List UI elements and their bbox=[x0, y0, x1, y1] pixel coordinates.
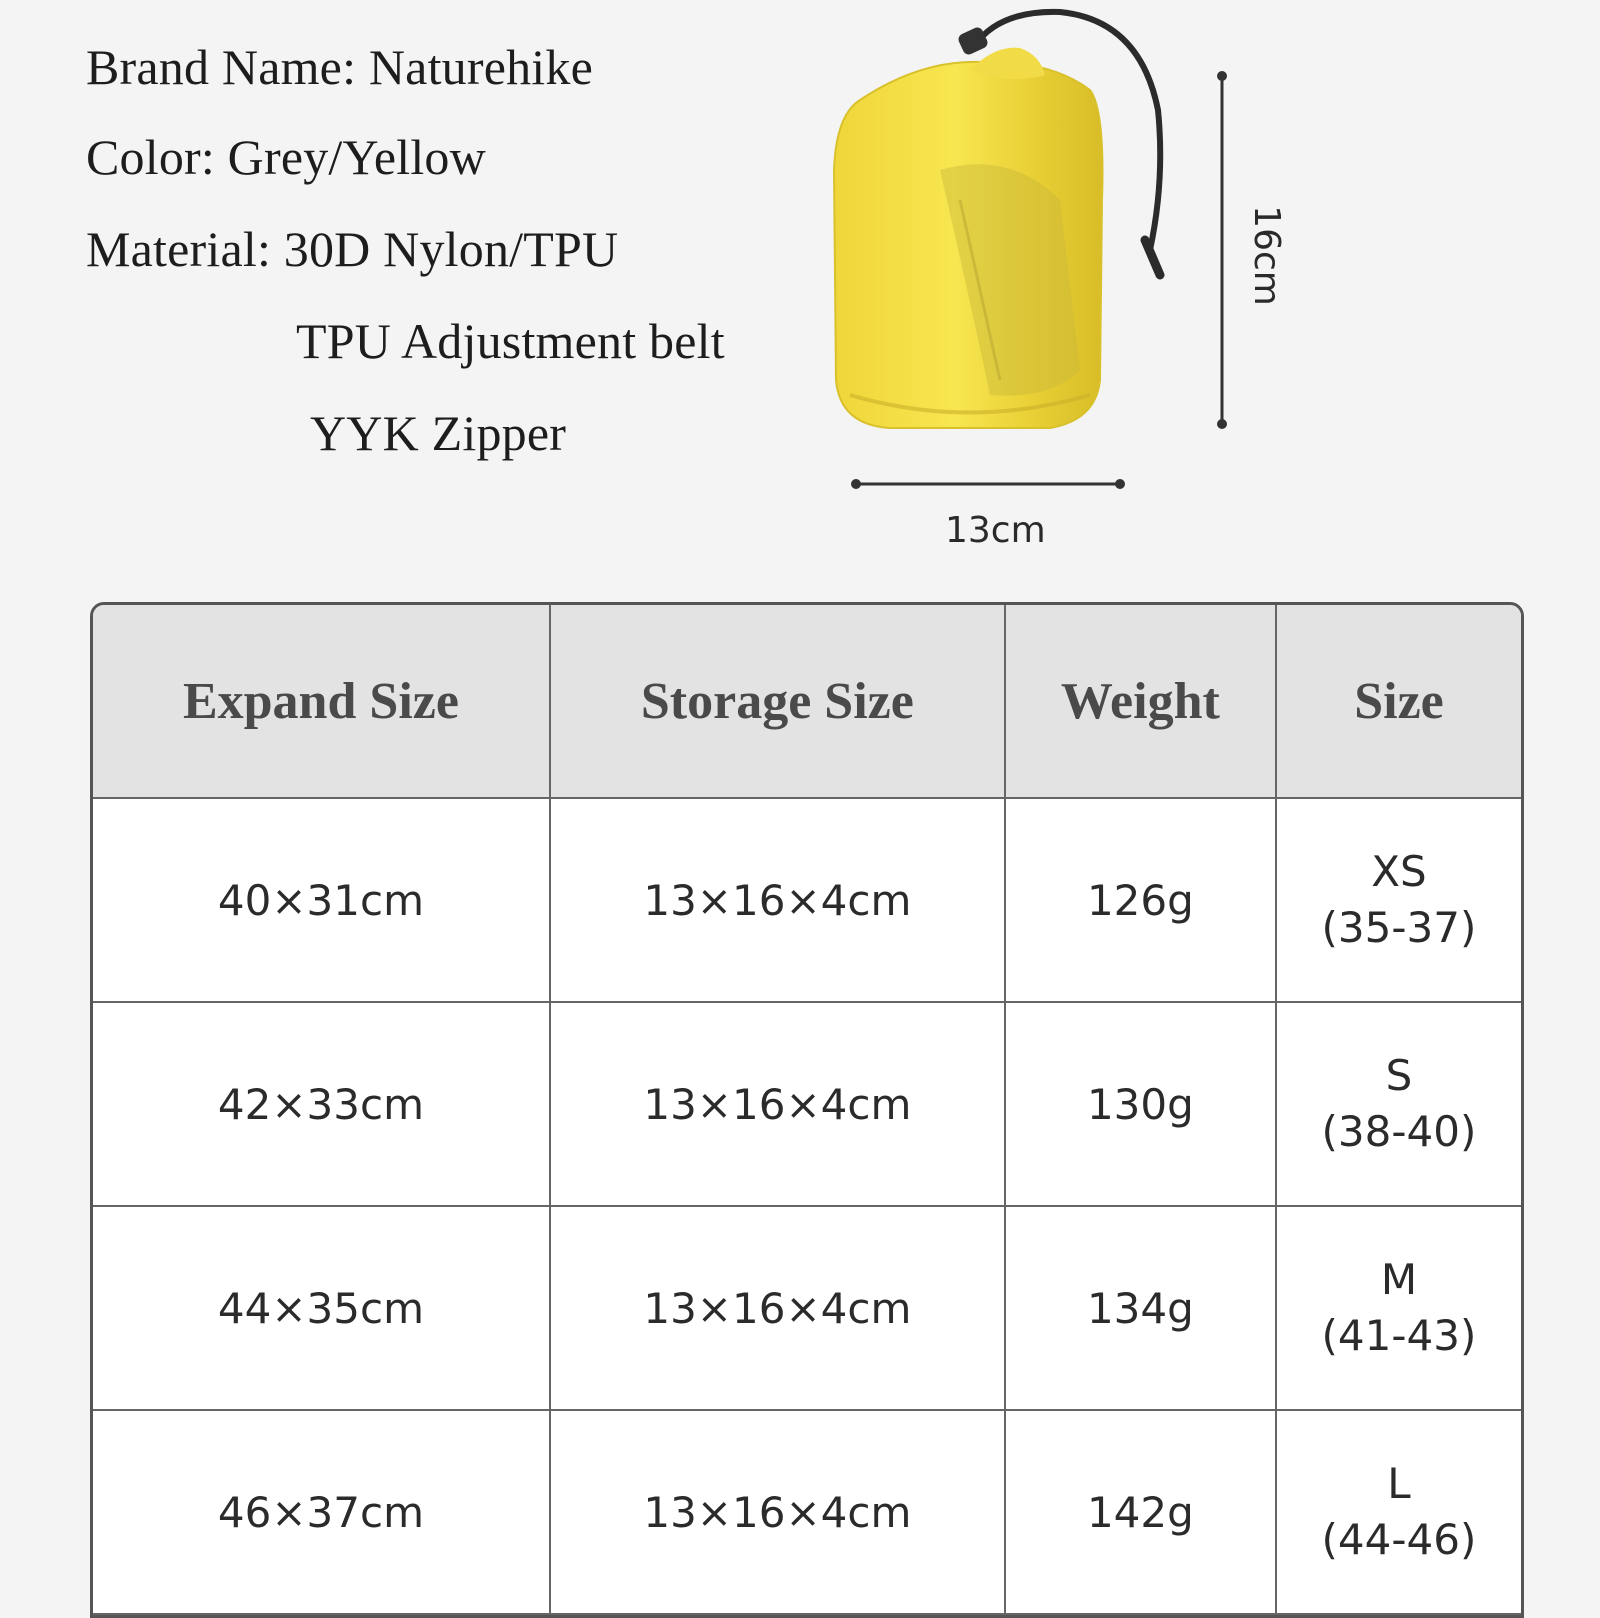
size-label: M bbox=[1380, 1255, 1418, 1304]
height-dimension-line bbox=[1217, 71, 1227, 429]
size-cell bbox=[1276, 1206, 1521, 1410]
expand-size-cell: 44×35cm bbox=[93, 1206, 550, 1410]
weight-cell: 130g bbox=[1005, 1002, 1276, 1206]
table-row bbox=[93, 1410, 1521, 1614]
size-label: XS bbox=[1371, 847, 1427, 896]
table-header-row bbox=[93, 605, 1521, 798]
size-range: (44-46) bbox=[1321, 1515, 1477, 1564]
product-specs bbox=[0, 0, 820, 520]
size-range: (41-43) bbox=[1321, 1311, 1477, 1360]
size-table bbox=[90, 602, 1524, 1618]
table-row bbox=[93, 1002, 1521, 1206]
product-illustration bbox=[820, 0, 1340, 560]
expand-size-cell: 46×37cm bbox=[93, 1410, 550, 1614]
table-row bbox=[93, 1206, 1521, 1410]
expand-size-cell: 42×33cm bbox=[93, 1002, 550, 1206]
header-expand-size: Expand Size bbox=[93, 605, 550, 798]
brand-name-text: Brand Name: Naturehike bbox=[86, 39, 593, 95]
storage-size-cell: 13×16×4cm bbox=[550, 798, 1005, 1002]
header-size: Size bbox=[1276, 605, 1521, 798]
weight-cell: 134g bbox=[1005, 1206, 1276, 1410]
material-text: Material: 30D Nylon/TPU bbox=[86, 221, 619, 277]
expand-size-cell: 40×31cm bbox=[93, 798, 550, 1002]
header-storage-size: Storage Size bbox=[550, 605, 1005, 798]
header-weight: Weight bbox=[1005, 605, 1276, 798]
size-cell bbox=[1276, 798, 1521, 1002]
size-cell bbox=[1276, 1410, 1521, 1614]
weight-cell: 126g bbox=[1005, 798, 1276, 1002]
belt-text: TPU Adjustment belt bbox=[296, 313, 725, 369]
table-row bbox=[93, 798, 1521, 1002]
size-range: (35-37) bbox=[1321, 903, 1477, 952]
size-range: (38-40) bbox=[1321, 1107, 1477, 1156]
storage-size-cell: 13×16×4cm bbox=[550, 1410, 1005, 1614]
stuff-sack-body bbox=[834, 48, 1103, 428]
size-label: S bbox=[1385, 1051, 1413, 1100]
width-dimension-line bbox=[851, 479, 1125, 489]
size-label: L bbox=[1387, 1459, 1411, 1508]
zipper-text: YYK Zipper bbox=[310, 405, 567, 461]
weight-cell: 142g bbox=[1005, 1410, 1276, 1614]
storage-size-cell: 13×16×4cm bbox=[550, 1002, 1005, 1206]
size-cell bbox=[1276, 1002, 1521, 1206]
storage-size-cell: 13×16×4cm bbox=[550, 1206, 1005, 1410]
color-text: Color: Grey/Yellow bbox=[86, 129, 486, 185]
height-dimension-label: 16cm bbox=[1245, 205, 1287, 306]
width-dimension-label: 13cm bbox=[945, 510, 1046, 551]
